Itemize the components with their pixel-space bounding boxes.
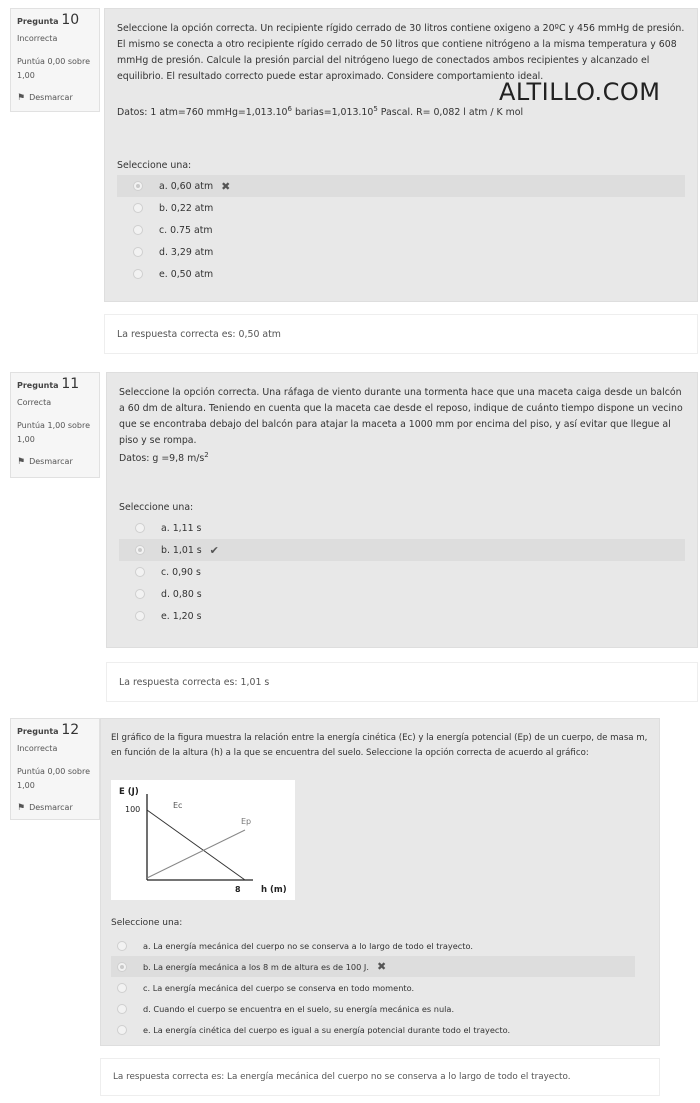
incorrect-icon: ✖ (221, 179, 231, 193)
answer-option[interactable]: c. La energía mecánica del cuerpo se conserva en todo momento. (111, 977, 635, 998)
question-grade: Puntúa 0,00 sobre 1,00 (17, 767, 91, 790)
answer-prompt: Seleccione una: (119, 502, 194, 514)
question-state: Incorrecta (17, 34, 58, 43)
answer-option[interactable]: c. 0.75 atm (117, 219, 685, 241)
answer-option[interactable]: a. 1,11 s (119, 517, 685, 539)
radio-button[interactable] (117, 983, 127, 993)
radio-button[interactable] (133, 203, 143, 213)
radio-button[interactable] (133, 269, 143, 279)
radio-button[interactable] (135, 589, 145, 599)
ec-label: Ec (173, 801, 183, 810)
answer-option[interactable]: c. 0,90 s (119, 561, 685, 583)
question-number: Pregunta 12 (17, 722, 80, 738)
x-axis-label: h (m) (261, 885, 287, 895)
question-text: El gráfico de la figura muestra la relación entre la energía cinética (Ec) y la energía potencial (Ep) de un cuerpo, de masa m, en función de la altura (h) a la que se encuentra del suelo. Seleccione la opción correcta de acuerdo al gráfico: (111, 733, 648, 758)
radio-button[interactable] (135, 545, 145, 555)
question-info-12 (10, 718, 100, 820)
question-number: Pregunta 10 (17, 12, 80, 28)
answer-option[interactable]: d. 3,29 atm (117, 241, 685, 263)
answer-option[interactable]: e. La energía cinética del cuerpo es igual a su energía potencial durante todo el trayecto. (111, 1019, 635, 1040)
radio-button[interactable] (133, 225, 143, 235)
answer-option[interactable]: a. La energía mecánica del cuerpo no se conserva a lo largo de todo el trayecto. (111, 935, 635, 956)
question-data: Datos: g =9,8 $m/s^2$ (119, 451, 209, 465)
question-state: Incorrecta (17, 744, 58, 753)
answer-list (117, 175, 685, 285)
answer-option[interactable]: b. 1,01 s ✔ (119, 539, 685, 561)
watermark: ALTILLO.COM (499, 78, 661, 106)
correct-answer-feedback: La respuesta correcta es: 1,01 s (106, 662, 698, 702)
ep-line (147, 830, 245, 878)
correct-answer-feedback: La respuesta correcta es: 0,50 atm (104, 314, 698, 354)
question-text: Seleccione la opción correcta. Una ráfaga de viento durante una tormenta hace que una maceta caiga desde un balcón a 60 dm de altura. Teniendo en cuenta que la maceta cae desde el reposo, indique de cuánto tiempo dispone un vecino que se encontraba debajo del balcón para atajar la maceta a 1000 mm por encima del piso, y así evitar que llegue al piso y se rompa. (119, 387, 683, 446)
question-data: Datos: 1 atm=760 $mmHg=1,013.10^6$ $barias=1,013.10^5$ Pascal. R= 0,082 l atm / K mol (117, 105, 524, 119)
radio-button[interactable] (117, 1025, 127, 1035)
y-tick-label: 100 (125, 805, 141, 814)
answer-option[interactable]: b. 0,22 atm (117, 197, 685, 219)
radio-button[interactable] (117, 1004, 127, 1014)
radio-button[interactable] (133, 247, 143, 257)
flag-icon: ⚑ (17, 457, 26, 467)
question-state: Correcta (17, 398, 52, 407)
answer-option[interactable]: a. 0,60 atm ✖ (117, 175, 685, 197)
answer-list (119, 517, 685, 627)
question-info-11 (10, 372, 100, 478)
question-content-11 (106, 372, 698, 648)
energy-height-graph (111, 780, 295, 900)
answer-prompt: Seleccione una: (111, 918, 183, 928)
answer-list (111, 935, 635, 1040)
question-grade: Puntúa 0,00 sobre 1,00 (17, 57, 91, 80)
answer-option[interactable]: e. 0,50 atm (117, 263, 685, 285)
correct-answer-feedback: La respuesta correcta es: La energía mecánica del cuerpo no se conserva a lo largo de todo el trayecto. (100, 1058, 660, 1096)
flag-icon: ⚑ (17, 93, 26, 103)
incorrect-icon: ✖ (376, 960, 387, 973)
ec-line (147, 810, 245, 880)
graph-svg (111, 780, 295, 900)
question-content-10 (104, 8, 698, 302)
radio-button[interactable] (117, 941, 127, 951)
correct-check-icon: ✔ (209, 543, 219, 557)
question-number: Pregunta 11 (17, 376, 80, 392)
radio-button[interactable] (117, 962, 127, 972)
question-text: Seleccione la opción correcta. Un recipiente rígido cerrado de 30 litros contiene oxigeno a 20ºC y 456 mmHg de presión. El mismo se conecta a otro recipiente rígido cerrado de 50 litros que contiene nitrógeno a la misma temperatura y 608 mmHg de presión. Calcule la presión parcial del nitrógeno luego de conectados ambos recipientes y alcanzado el equilibrio. El resultado correcto puede estar aproximado. Considere comportamiento ideal. (117, 23, 685, 82)
answer-option[interactable]: e. 1,20 s (119, 605, 685, 627)
answer-option[interactable]: b. La energía mecánica a los 8 m de altura es de 100 J. ✖ (111, 956, 635, 977)
question-content-12 (100, 718, 660, 1046)
flag-icon: ⚑ (17, 803, 26, 813)
unflag-button[interactable]: ⚑ Desmarcar (17, 803, 73, 813)
radio-button[interactable] (135, 611, 145, 621)
question-grade: Puntúa 1,00 sobre 1,00 (17, 421, 91, 444)
y-axis-label: E (J) (119, 787, 139, 797)
x-tick-label: 8 (235, 885, 241, 894)
radio-button[interactable] (135, 567, 145, 577)
unflag-button[interactable]: ⚑ Desmarcar (17, 457, 73, 467)
unflag-button[interactable]: ⚑ Desmarcar (17, 93, 73, 103)
answer-option[interactable]: d. Cuando el cuerpo se encuentra en el suelo, su energía mecánica es nula. (111, 998, 635, 1019)
radio-button[interactable] (135, 523, 145, 533)
radio-button[interactable] (133, 181, 143, 191)
answer-prompt: Seleccione una: (117, 160, 192, 172)
answer-option[interactable]: d. 0,80 s (119, 583, 685, 605)
ep-label: Ep (241, 817, 252, 826)
question-info-10 (10, 8, 100, 112)
